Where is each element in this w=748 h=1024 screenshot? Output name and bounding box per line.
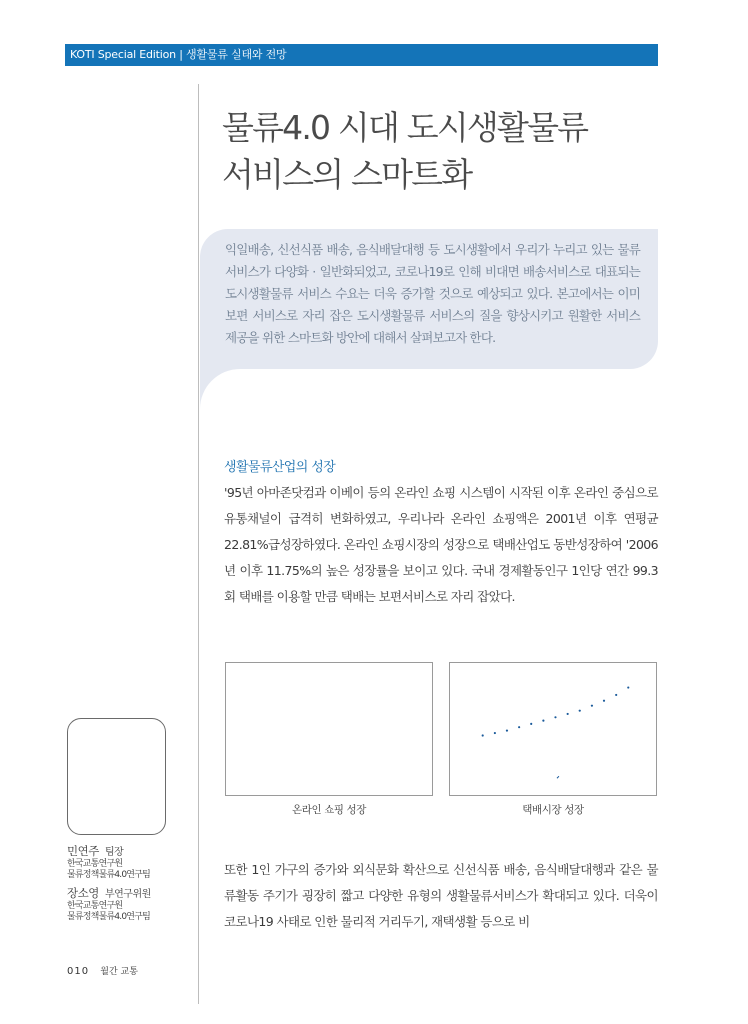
online-shopping-chart [225,662,433,796]
parcel-market-point-13 [627,686,629,688]
parcel-market-point-3 [506,729,508,731]
author-2-name-line [67,885,151,901]
parcel-market-point-4 [518,726,520,728]
journal-name: 월간 교통 [100,967,138,977]
page-number: 010 [67,966,90,977]
author-1-name-line [67,843,150,859]
parcel-market-chart [449,662,657,796]
parcel-market-stray-mark [557,776,559,778]
parcel-market-chart-plot [450,663,656,795]
parcel-market-point-5 [530,723,532,725]
section-header-bar [65,44,658,66]
body-paragraph-1: '95년 아마존닷컴과 이베이 등의 온라인 쇼핑 시스템이 시작된 이후 온라인 중심으로 유통채널이 급격히 변화하였고, 우리나라 온라인 쇼핑액은 2001년 이후 연평균 22.81%급성장하였다. 온라인 쇼핑시장의 성장으로 택배산업도 동반성장하여 '2006년 이후 11.75%의 높은 성장률을 보이고 있다. 국내 경제활동인구 1인당 연간 99.3회 택배를 이용할 만큼 택배는 보편서비스로 자리 잡았다. [224,485,658,604]
author-1-org-2: 물류정책물류4.0연구팀 [67,870,150,880]
body-paragraph-2: 또한 1인 가구의 증가와 외식문화 확산으로 신선식품 배송, 음식배달대행과 같은 물류활동 주기가 굉장히 짧고 다양한 유형의 생활물류서비스가 확대되고 있다. 더욱이 코로나19 사태로 인한 물리적 거리두기, 재택생활 등으로 비 [224,862,658,929]
parcel-market-point-9 [579,710,581,712]
parcel-market-point-2 [494,732,496,734]
author-2 [67,885,151,923]
page-footer [67,964,138,977]
author-1 [67,843,150,881]
header-label: KOTI Special Edition | 생활물류 실태와 전망 [70,48,287,61]
author-2-org-1: 한국교통연구원 [67,901,123,911]
author-2-name: 장소영 [67,886,99,900]
online-shopping-chart-caption: 온라인 쇼핑 성장 [291,804,367,816]
margin-divider [198,84,199,1004]
author-photo-frame [67,718,166,835]
parcel-market-point-8 [567,713,569,715]
online-shopping-chart-plot [226,663,432,795]
parcel-market-point-12 [615,694,617,696]
summary-text: 익일배송, 신선식품 배송, 음식배달대행 등 도시생활에서 우리가 누리고 있는 물류서비스가 다양화 · 일반화되었고, 코로나19로 인해 비대면 배송서비스로 대표되는 도시생활물류 서비스 수요는 더욱 증가할 것으로 예상되고 있다. 본고에서는 이미 보편 서비스로 자리 잡은 도시생활물류 서비스의 질을 향상시키고 원활한 서비스 제공을 위한 스마트화 방안에 대해서 살펴보고자 한다. [225,242,640,345]
parcel-market-chart-caption: 택배시장 성장 [522,804,584,816]
author-1-role: 팀장 [104,847,124,858]
author-1-name: 민연주 [67,844,99,858]
parcel-market-point-6 [542,720,544,722]
author-2-org-2: 물류정책물류4.0연구팀 [67,912,150,922]
title-line-2: 서비스의 스마트화 [222,155,472,194]
article-title [222,104,652,198]
parcel-market-point-11 [603,700,605,702]
author-2-role: 부연구위원 [104,889,151,900]
parcel-market-point-7 [554,716,556,718]
article-summary-box [200,229,658,369]
author-1-org-1: 한국교통연구원 [67,859,123,869]
parcel-market-point-1 [482,734,484,736]
title-line-1: 물류4.0 시대 도시생활물류 [222,108,588,147]
parcel-market-point-10 [591,705,593,707]
section-heading: 생활물류산업의 성장 [224,460,336,475]
